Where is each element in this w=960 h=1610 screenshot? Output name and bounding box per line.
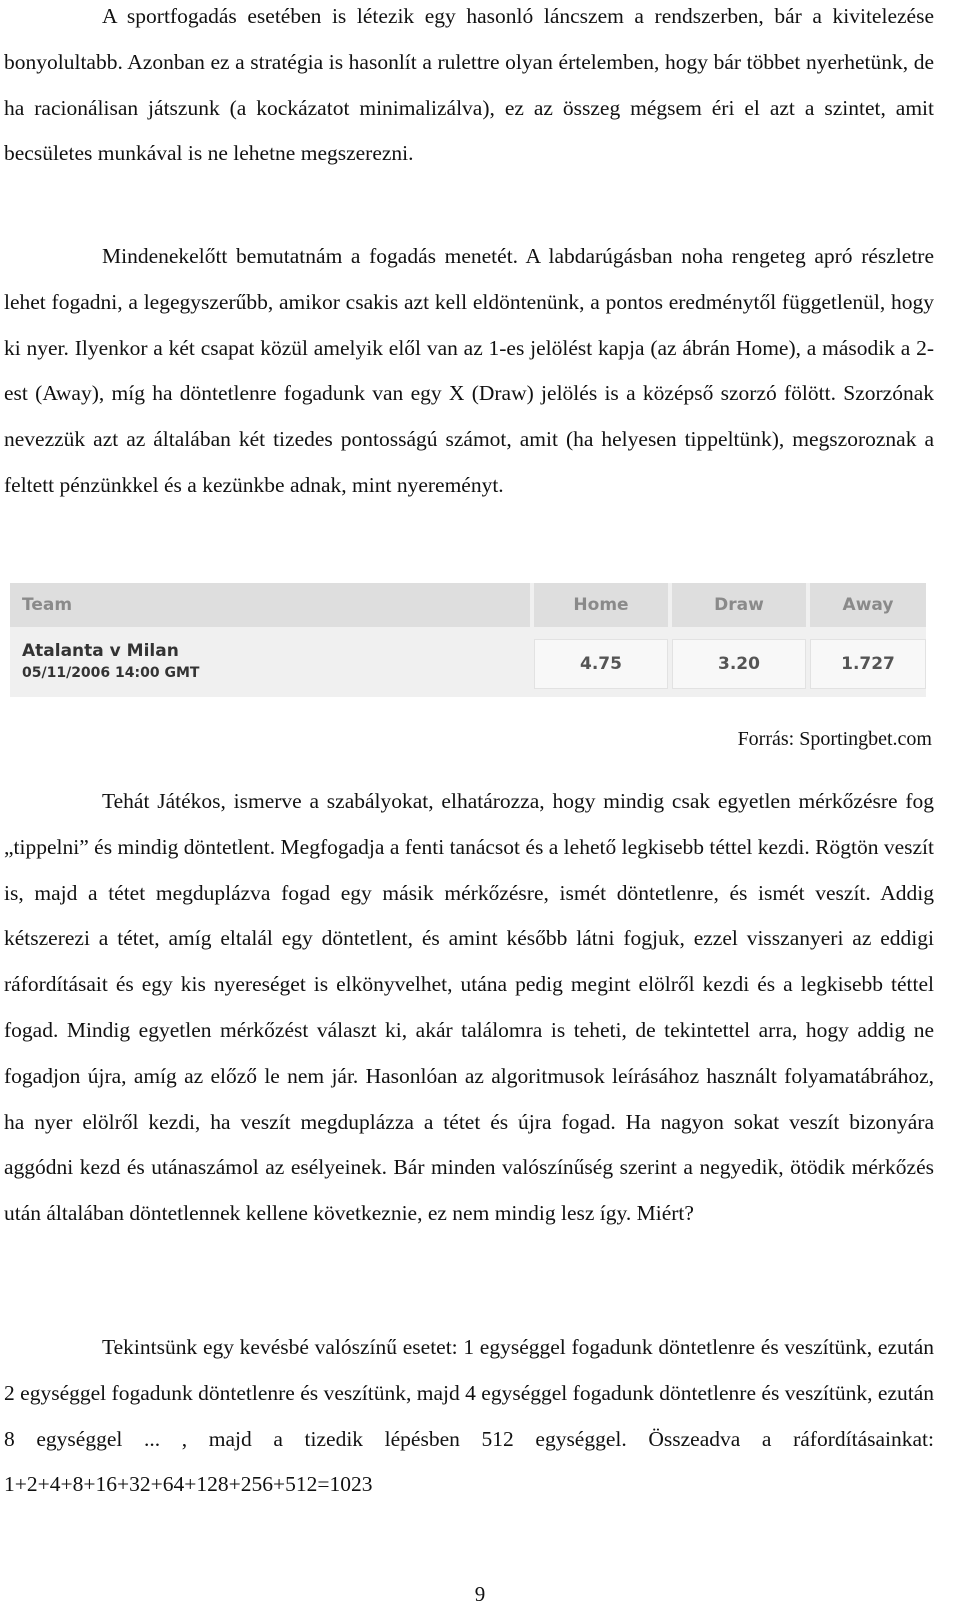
odds-cell-away (810, 639, 926, 689)
odds-cell-draw (672, 639, 806, 689)
odds-away-value: 1.727 (841, 654, 895, 674)
paragraph-1 (4, 0, 934, 177)
odds-draw-value: 3.20 (718, 654, 760, 674)
page-number: 9 (474, 1582, 486, 1606)
paragraph-3 (4, 779, 934, 1237)
match-name: Atalanta v Milan (22, 641, 179, 661)
odds-home-value: 4.75 (580, 654, 622, 674)
paragraph-4-text: Tekintsünk egy kevésbé valószínű esetet: 1 egységgel fogadunk döntetlenre és veszítünk, ezután 2 egységgel fogadunk döntetlenre és veszítünk, majd 4 egységgel fogadunk döntetlenre és veszítünk, ezután 8 egységgel ... , majd a tizedik lépésben 512 egységgel. Összeadva a ráfordításainkat: 1+2+4+8+16+32+64+128+256+512=1023 (4, 1335, 934, 1497)
odds-cell-home (534, 639, 668, 689)
paragraph-1-text: A sportfogadás esetében is létezik egy hasonló láncszem a rendszerben, bár a kivitelezése bonyolultabb. Azonban ez a stratégia is hasonlít a rulettre olyan értelemben, hogy bár többet nyerhetünk, de ha racionálisan játszunk (a kockázatot minimalizálva), ez az összeg mégsem éri el azt a szintet, amit becsületes munkával is ne lehetne megszerezni. (4, 4, 934, 166)
header-home: Home (573, 595, 629, 615)
paragraph-2-text: Mindenekelőtt bemutatnám a fogadás menetét. A labdarúgásban noha rengeteg apró részletre lehet fogadni, a legegyszerűbb, amikor csakis azt kell eldöntenünk, a pontos eredménytől függetlenül, hogy ki nyer. Ilyenkor a két csapat közül amelyik elől van az 1-es jelölést kapja (az ábrán Home), a második a 2-est (Away), míg ha döntetlenre fogadunk van egy X (Draw) jelölés is a középső szorzó fölött. Szorzónak nevezzük azt az általában két tizedes pontosságú számot, amit (ha helyesen tippeltünk), megszoroznak a feltett pénzünkkel és a kezünkbe adnak, mint nyereményt. (4, 244, 934, 497)
source-caption: Forrás: Sportingbet.com (737, 728, 932, 750)
paragraph-2 (4, 234, 934, 509)
paragraph-4 (4, 1325, 934, 1508)
header-draw: Draw (714, 595, 764, 615)
header-team: Team (22, 595, 73, 615)
match-datetime: 05/11/2006 14:00 GMT (22, 665, 200, 681)
paragraph-3-text: Tehát Játékos, ismerve a szabályokat, elhatározza, hogy mindig csak egyetlen mérkőzésre fog „tippelni” és mindig döntetlent. Megfogadja a fenti tanácsot és a lehető legkisebb téttel kezdi. Rögtön veszít is, majd a tétet megduplázva fogad egy másik mérkőzésre, ismét döntetlenre, és ismét veszít. Addig kétszerezi a tétet, amíg eltalál egy döntetlent, és amint később látni fogjuk, ezzel visszanyeri az eddigi ráfordításait és egy kis nyereséget is elkönyvelhet, utána pedig megint elölről kezdi és a legkisebb téttel fogad. Mindig egyetlen mérkőzést választ ki, akár találomra is teheti, de tekintettel arra, hogy addig ne fogadjon újra, amíg az előző le nem jár. Hasonlóan az algoritmusok leírásához használt folyamatábrához, ha nyer elölről kezdi, ha veszít megduplázza a tétet és újra fogad. Ha nagyon sokat veszít bizonyára aggódni kezd és utánaszámol az esélyeinek. Bár minden valószínűség szerint a negyedik, ötödik mérkőzés után általában döntetlennek kellene következnie, ez nem mindig lesz így. Miért? (4, 789, 934, 1226)
odds-table-image (10, 583, 926, 697)
header-away: Away (842, 595, 894, 615)
